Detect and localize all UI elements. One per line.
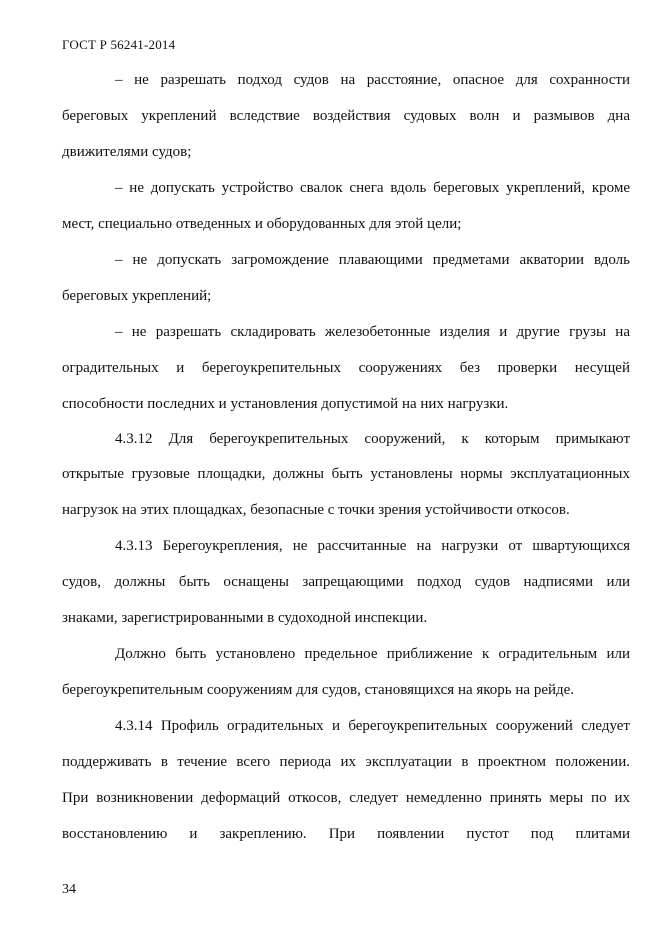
text-line: берегоукрепительным сооружениям для судов, становящихся на якорь на рейде. bbox=[62, 682, 575, 698]
text-line: – не допускать устройство свалок снега вдоль береговых укреплений, кроме bbox=[115, 180, 630, 196]
text-line: оградительных и берегоукрепительных сооружениях без проверки несущей bbox=[62, 360, 630, 376]
text-line: береговых укреплений вследствие воздействия судовых волн и размывов дна bbox=[62, 108, 630, 124]
text-line: мест, специально отведенных и оборудованных для этой цели; bbox=[62, 216, 462, 232]
document-header: ГОСТ Р 56241-2014 bbox=[62, 37, 176, 52]
text-line: береговых укреплений; bbox=[62, 288, 212, 304]
text-line: судов, должны быть оснащены запрещающими подход судов надписями или bbox=[62, 574, 630, 590]
text-line: восстановлению и закреплению. При появлении пустот под плитами bbox=[62, 826, 630, 842]
text-line: 4.3.13 Берегоукрепления, не рассчитанные на нагрузки от швартующихся bbox=[115, 538, 630, 554]
text-line: При возникновении деформаций откосов, следует немедленно принять меры по их bbox=[62, 790, 630, 806]
text-line: Должно быть установлено предельное приближение к оградительным или bbox=[115, 646, 630, 662]
text-line: – не допускать загромождение плавающими предметами акватории вдоль bbox=[115, 252, 630, 268]
text-line: 4.3.14 Профиль оградительных и берегоукрепительных сооружений следует bbox=[115, 718, 630, 734]
text-line: нагрузок на этих площадках, безопасные с точки зрения устойчивости откосов. bbox=[62, 502, 570, 518]
text-line: – не разрешать складировать железобетонные изделия и другие грузы на bbox=[115, 324, 630, 340]
text-line: 4.3.12 Для берегоукрепительных сооружений, к которым примыкают bbox=[115, 431, 630, 447]
text-line: движителями судов; bbox=[62, 144, 192, 160]
text-line: способности последних и установления допустимой на них нагрузки. bbox=[62, 396, 509, 412]
text-line: поддерживать в течение всего периода их эксплуатации в проектном положении. bbox=[62, 754, 630, 770]
text-line: знаками, зарегистрированными в судоходной инспекции. bbox=[62, 610, 428, 626]
text-line: – не разрешать подход судов на расстояние, опасное для сохранности bbox=[115, 72, 630, 88]
text-line: открытые грузовые площадки, должны быть установлены нормы эксплуатационных bbox=[62, 466, 630, 482]
page-number: 34 bbox=[62, 882, 76, 897]
